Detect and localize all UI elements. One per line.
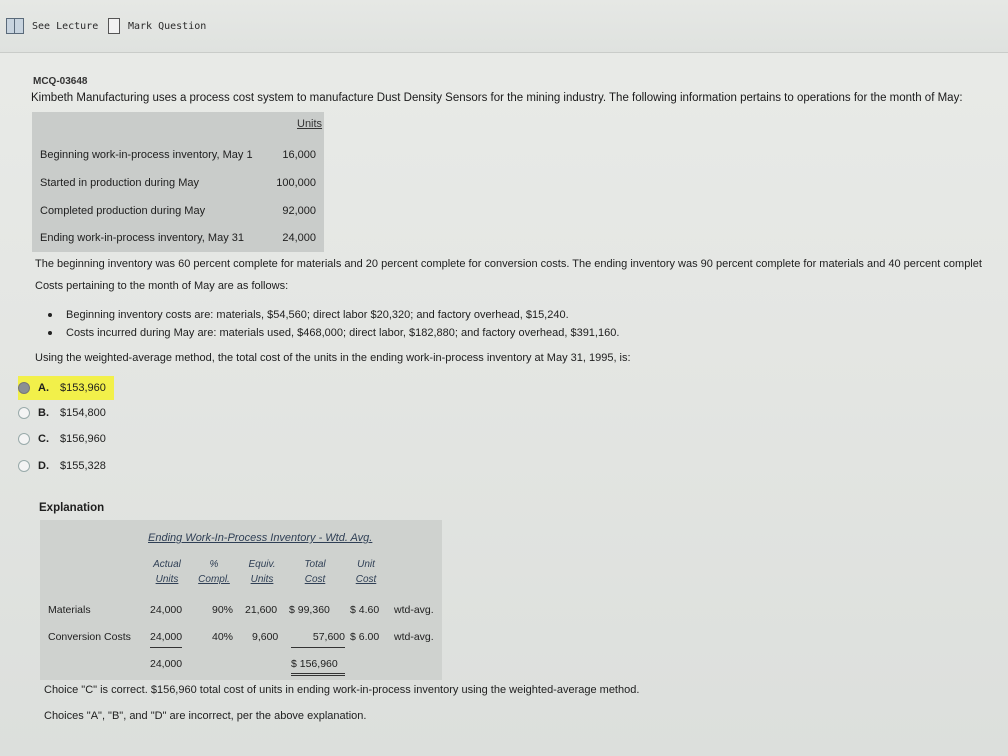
cell-total: $ 99,360 (289, 604, 330, 616)
option-d[interactable] (18, 456, 106, 476)
see-lecture-button[interactable] (6, 17, 98, 35)
column-header (240, 557, 284, 587)
units-row-value: 100,000 (276, 177, 316, 189)
column-header (192, 557, 236, 587)
question-stem: Kimbeth Manufacturing uses a process cost system to manufacture Dust Density Sensors for the mining industry. The following information pertains to operations for the month of May: (31, 92, 963, 104)
cell-equiv: 21,600 (245, 604, 278, 616)
units-header: Units (297, 118, 323, 130)
option-text: $153,960 (60, 382, 106, 394)
bullet-text: Costs incurred during May are: materials used, $468,000; direct labor, $182,880; and factory overhead, $391,160. (66, 327, 620, 339)
header-top: Equiv. (248, 559, 276, 570)
bullet-icon (48, 331, 52, 335)
explanation-correct: Choice "C" is correct. $156,960 total cost of units in ending work-in-process inventory using the weighted-average method. (44, 684, 640, 696)
cell-pct: 90% (212, 604, 234, 616)
cell-pct: 40% (212, 631, 234, 643)
cell-note: wtd-avg. (394, 631, 434, 643)
header-top: Unit (357, 559, 375, 570)
radio-button[interactable] (18, 433, 30, 445)
book-icon (6, 18, 24, 34)
column-header (292, 557, 338, 587)
units-row-label: Started in production during May (40, 177, 199, 189)
explanation-title: Explanation (39, 502, 105, 514)
units-table (32, 112, 324, 252)
option-letter: D. (38, 460, 49, 472)
cell-equiv: 9,600 (252, 631, 279, 643)
units-row-value: 24,000 (282, 232, 316, 244)
total-units: 24,000 (150, 658, 183, 670)
header-top: Total (304, 559, 326, 570)
header-top: % (209, 559, 219, 570)
radio-button[interactable] (18, 460, 30, 472)
option-b[interactable] (18, 403, 106, 423)
option-a[interactable] (18, 376, 114, 400)
units-row-label: Beginning work-in-process inventory, May 1 (40, 149, 253, 161)
list-item (48, 306, 619, 324)
cell-actual: 24,000 (150, 631, 182, 648)
cell-note: wtd-avg. (394, 604, 434, 616)
column-header (144, 557, 190, 587)
header-bottom: Units (250, 574, 274, 585)
units-row-value: 92,000 (282, 205, 316, 217)
row-label: Materials (48, 604, 91, 616)
units-row-label: Completed production during May (40, 205, 206, 217)
cost-bullets (48, 306, 619, 342)
header-bottom: Units (155, 574, 179, 585)
explanation-incorrect: Choices "A", "B", and "D" are incorrect, per the above explanation. (44, 710, 367, 722)
bullet-text: Beginning inventory costs are: materials, $54,560; direct labor $20,320; and factory overhead, $15,240. (66, 309, 569, 321)
option-text: $155,328 (60, 460, 106, 472)
completion-text: The beginning inventory was 60 percent complete for materials and 20 percent complete for conversion costs. The ending inventory was 90 percent complete for materials and 40 percent complet (35, 258, 982, 270)
units-row-label: Ending work-in-process inventory, May 31 (40, 232, 244, 244)
bullet-icon (48, 313, 52, 317)
list-item (48, 324, 619, 342)
units-row-value: 16,000 (282, 149, 316, 161)
explanation-table (40, 520, 442, 680)
cell-unit: $ 6.00 (350, 631, 380, 643)
cell-total: 57,600 (291, 631, 345, 648)
question-prompt: Using the weighted-average method, the total cost of the units in the ending work-in-process inventory at May 31, 1995, is: (35, 352, 631, 364)
bookmark-icon (108, 18, 120, 34)
mark-question-button[interactable] (108, 17, 206, 35)
option-text: $154,800 (60, 407, 106, 419)
total-cost: $ 156,960 (291, 658, 345, 676)
question-id: MCQ-03648 (33, 76, 88, 87)
explanation-caption: Ending Work-In-Process Inventory - Wtd. Avg. (148, 532, 373, 544)
cell-actual: 24,000 (150, 604, 183, 616)
header-top: Actual (153, 559, 181, 570)
mark-question-label: Mark Question (128, 20, 207, 32)
header-bottom: Cost (304, 574, 326, 585)
option-letter: A. (38, 382, 49, 394)
toolbar (0, 0, 1008, 53)
row-label: Conversion Costs (48, 631, 131, 643)
header-bottom: Cost (355, 574, 377, 585)
see-lecture-label: See Lecture (32, 20, 99, 32)
option-c[interactable] (18, 429, 106, 449)
radio-button[interactable] (18, 382, 30, 394)
costs-intro: Costs pertaining to the month of May are as follows: (35, 280, 289, 292)
option-text: $156,960 (60, 433, 106, 445)
option-letter: B. (38, 407, 49, 419)
cell-unit: $ 4.60 (350, 604, 380, 616)
radio-button[interactable] (18, 407, 30, 419)
option-letter: C. (38, 433, 49, 445)
column-header (344, 557, 388, 587)
header-bottom: Compl. (198, 574, 230, 585)
